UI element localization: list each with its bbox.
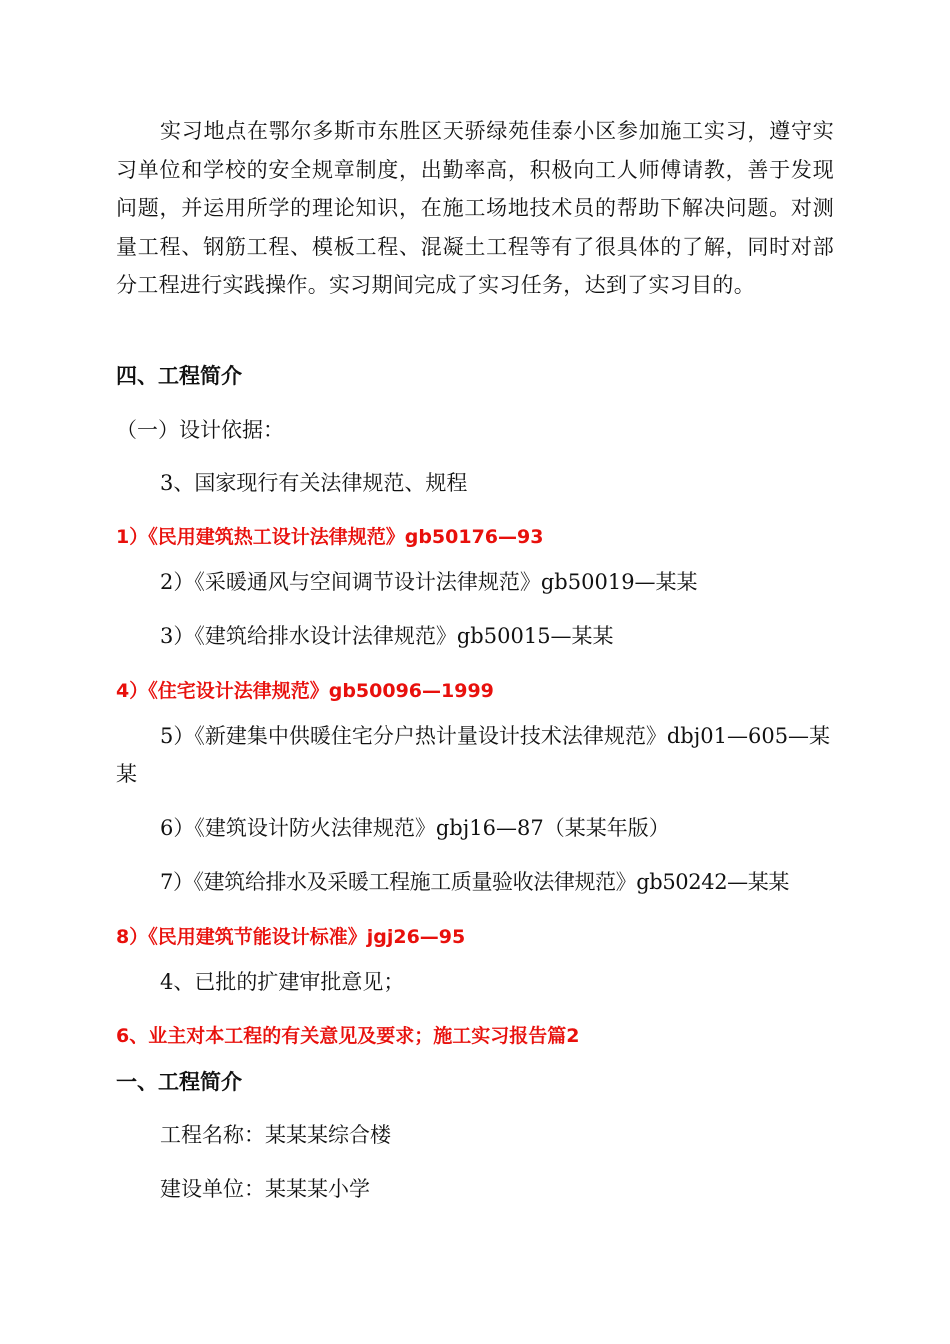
standard-3: 3）《建筑给排水设计法律规范》gb50015—某某 bbox=[160, 624, 614, 648]
standard-7: 7）《建筑给排水及采暖工程施工质量验收法律规范》gb50242—某某 bbox=[160, 870, 789, 894]
section1-heading: 一、工程简介 bbox=[116, 1070, 242, 1094]
item-6: 6、业主对本工程的有关意见及要求；施工实习报告篇2 bbox=[116, 1025, 580, 1047]
project-name: 工程名称：某某某综合楼 bbox=[160, 1123, 391, 1147]
standard-8: 8）《民用建筑节能设计标准》jgj26—95 bbox=[116, 926, 466, 948]
item-3: 3、国家现行有关法律规范、规程 bbox=[160, 471, 468, 495]
standard-2: 2）《采暖通风与空间调节设计法律规范》gb50019—某某 bbox=[160, 570, 698, 594]
construction-unit: 建设单位：某某某小学 bbox=[160, 1177, 370, 1201]
item-4: 4、已批的扩建审批意见； bbox=[160, 970, 405, 994]
intro-paragraph: 实习地点在鄂尔多斯市东胜区天骄绿苑佳泰小区参加施工实习，遵守实习单位和学校的安全规章制度，出勤率高，积极向工人师傅请教，善于发现问题，并运用所学的理论知识，在施工场地技术员的帮助下解决问题。对测量工程、钢筋工程、模板工程、混凝土工程等有了很具体的了解，同时对部分工程进行实践操作。实习期间完成了实习任务，达到了实习目的。 bbox=[116, 119, 834, 297]
standard-4: 4）《住宅设计法律规范》gb50096—1999 bbox=[116, 680, 494, 702]
design-basis-label: （一）设计依据： bbox=[116, 418, 284, 442]
section4-heading: 四、工程简介 bbox=[116, 364, 242, 388]
standard-1: 1）《民用建筑热工设计法律规范》gb50176—93 bbox=[116, 526, 544, 548]
standard-6: 6）《建筑设计防火法律规范》gbj16—87（某某年版） bbox=[160, 816, 670, 840]
standard-5: 5）《新建集中供暖住宅分户热计量设计技术法律规范》dbj01—605—某某 bbox=[116, 724, 831, 786]
